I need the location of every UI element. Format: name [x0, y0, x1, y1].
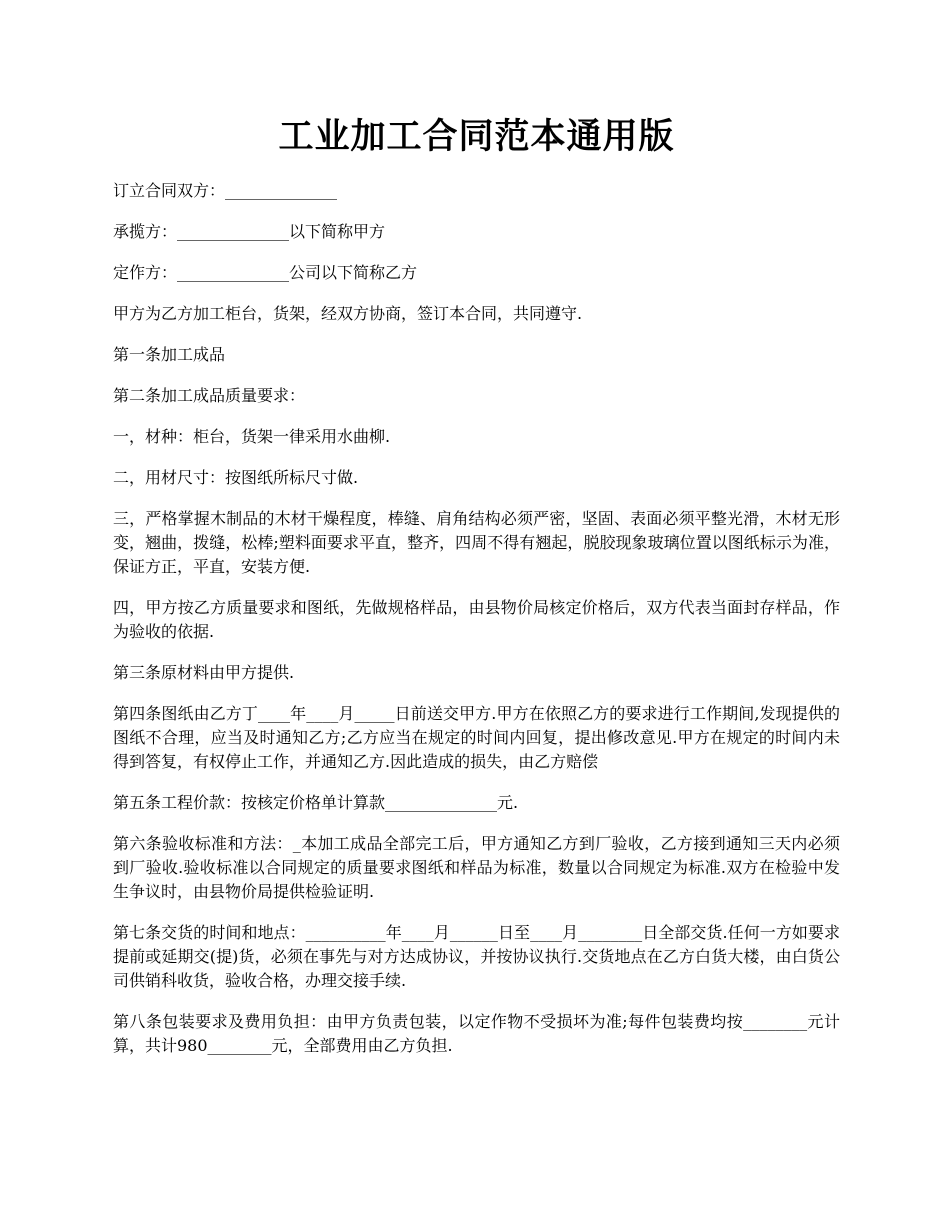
paragraph-preamble: 甲方为乙方加工柜台，货架，经双方协商，签订本合同，共同遵守. — [113, 304, 583, 323]
paragraph-item-4: 四，甲方按乙方质量要求和图纸，先做规格样品，由县物价局核定价格后，双方代表当面封存样品，作为验收的依据. — [113, 598, 840, 641]
paragraph-article-7: 第七条交货的时间和地点：__________年____月______日至____月________日全部交货.任何一方如要求提前或延期交(提)货，必须在事先与对方达成协议，并按协议执行.交货地点在乙方白货大楼，由白货公司供销科收货，验收合格，办理交接手续. — [113, 923, 840, 990]
paragraph-article-8: 第八条包装要求及费用负担：由甲方负责包装，以定作物不受损坏为准;每件包装费均按________元计算，共计980________元，全部费用由乙方负担. — [113, 1012, 840, 1055]
paragraph-item-1: 一，材种：柜台，货架一律采用水曲柳. — [113, 427, 391, 446]
paragraph-article-3: 第三条原材料由甲方提供. — [113, 663, 295, 682]
paragraph-article-5: 第五条工程价款：按核定价格单计算款______________元. — [113, 793, 519, 812]
paragraph-article-4: 第四条图纸由乙方丁____年____月_____日前送交甲方.甲方在依照乙方的要求进行工作期间,发现提供的图纸不合理，应当及时通知乙方;乙方应当在规定的时间内回复，提出修改意见.甲方在规定的时间内未得到答复，有权停止工作，并通知乙方.因此造成的损失，由乙方赔偿 — [113, 704, 840, 771]
paragraph-item-2: 二，用材尺寸：按图纸所标尺寸做. — [113, 468, 359, 487]
document-page — [113, 0, 840, 1075]
document-title: 工业加工合同范本通用版 — [278, 117, 675, 157]
paragraph-article-2: 第二条加工成品质量要求： — [113, 386, 306, 405]
paragraph-client: 定作方：______________公司以下简称乙方 — [113, 263, 418, 282]
paragraph-article-1: 第一条加工成品 — [113, 345, 226, 364]
paragraph-parties: 订立合同双方：______________ — [113, 181, 338, 200]
paragraph-item-3: 三，严格掌握木制品的木材干燥程度，棒缝、肩角结构必须严密，坚固、表面必须平整光滑，木材无形变，翘曲，拨缝，松棒;塑料面要求平直，整齐，四周不得有翘起，脱胶现象玻璃位置以图纸标示为准，保证方正，平直，安装方便. — [113, 509, 840, 576]
paragraph-article-6: 第六条验收标准和方法：_本加工成品全部完工后，甲方通知乙方到厂验收，乙方接到通知三天内必须到厂验收.验收标准以合同规定的质量要求图纸和样品为标准，数量以合同规定为标准.双方在检验中发生争议时，由县物价局提供检验证明. — [113, 834, 840, 901]
document-body — [113, 179, 840, 1058]
paragraph-contractor: 承揽方：______________以下简称甲方 — [113, 222, 386, 241]
